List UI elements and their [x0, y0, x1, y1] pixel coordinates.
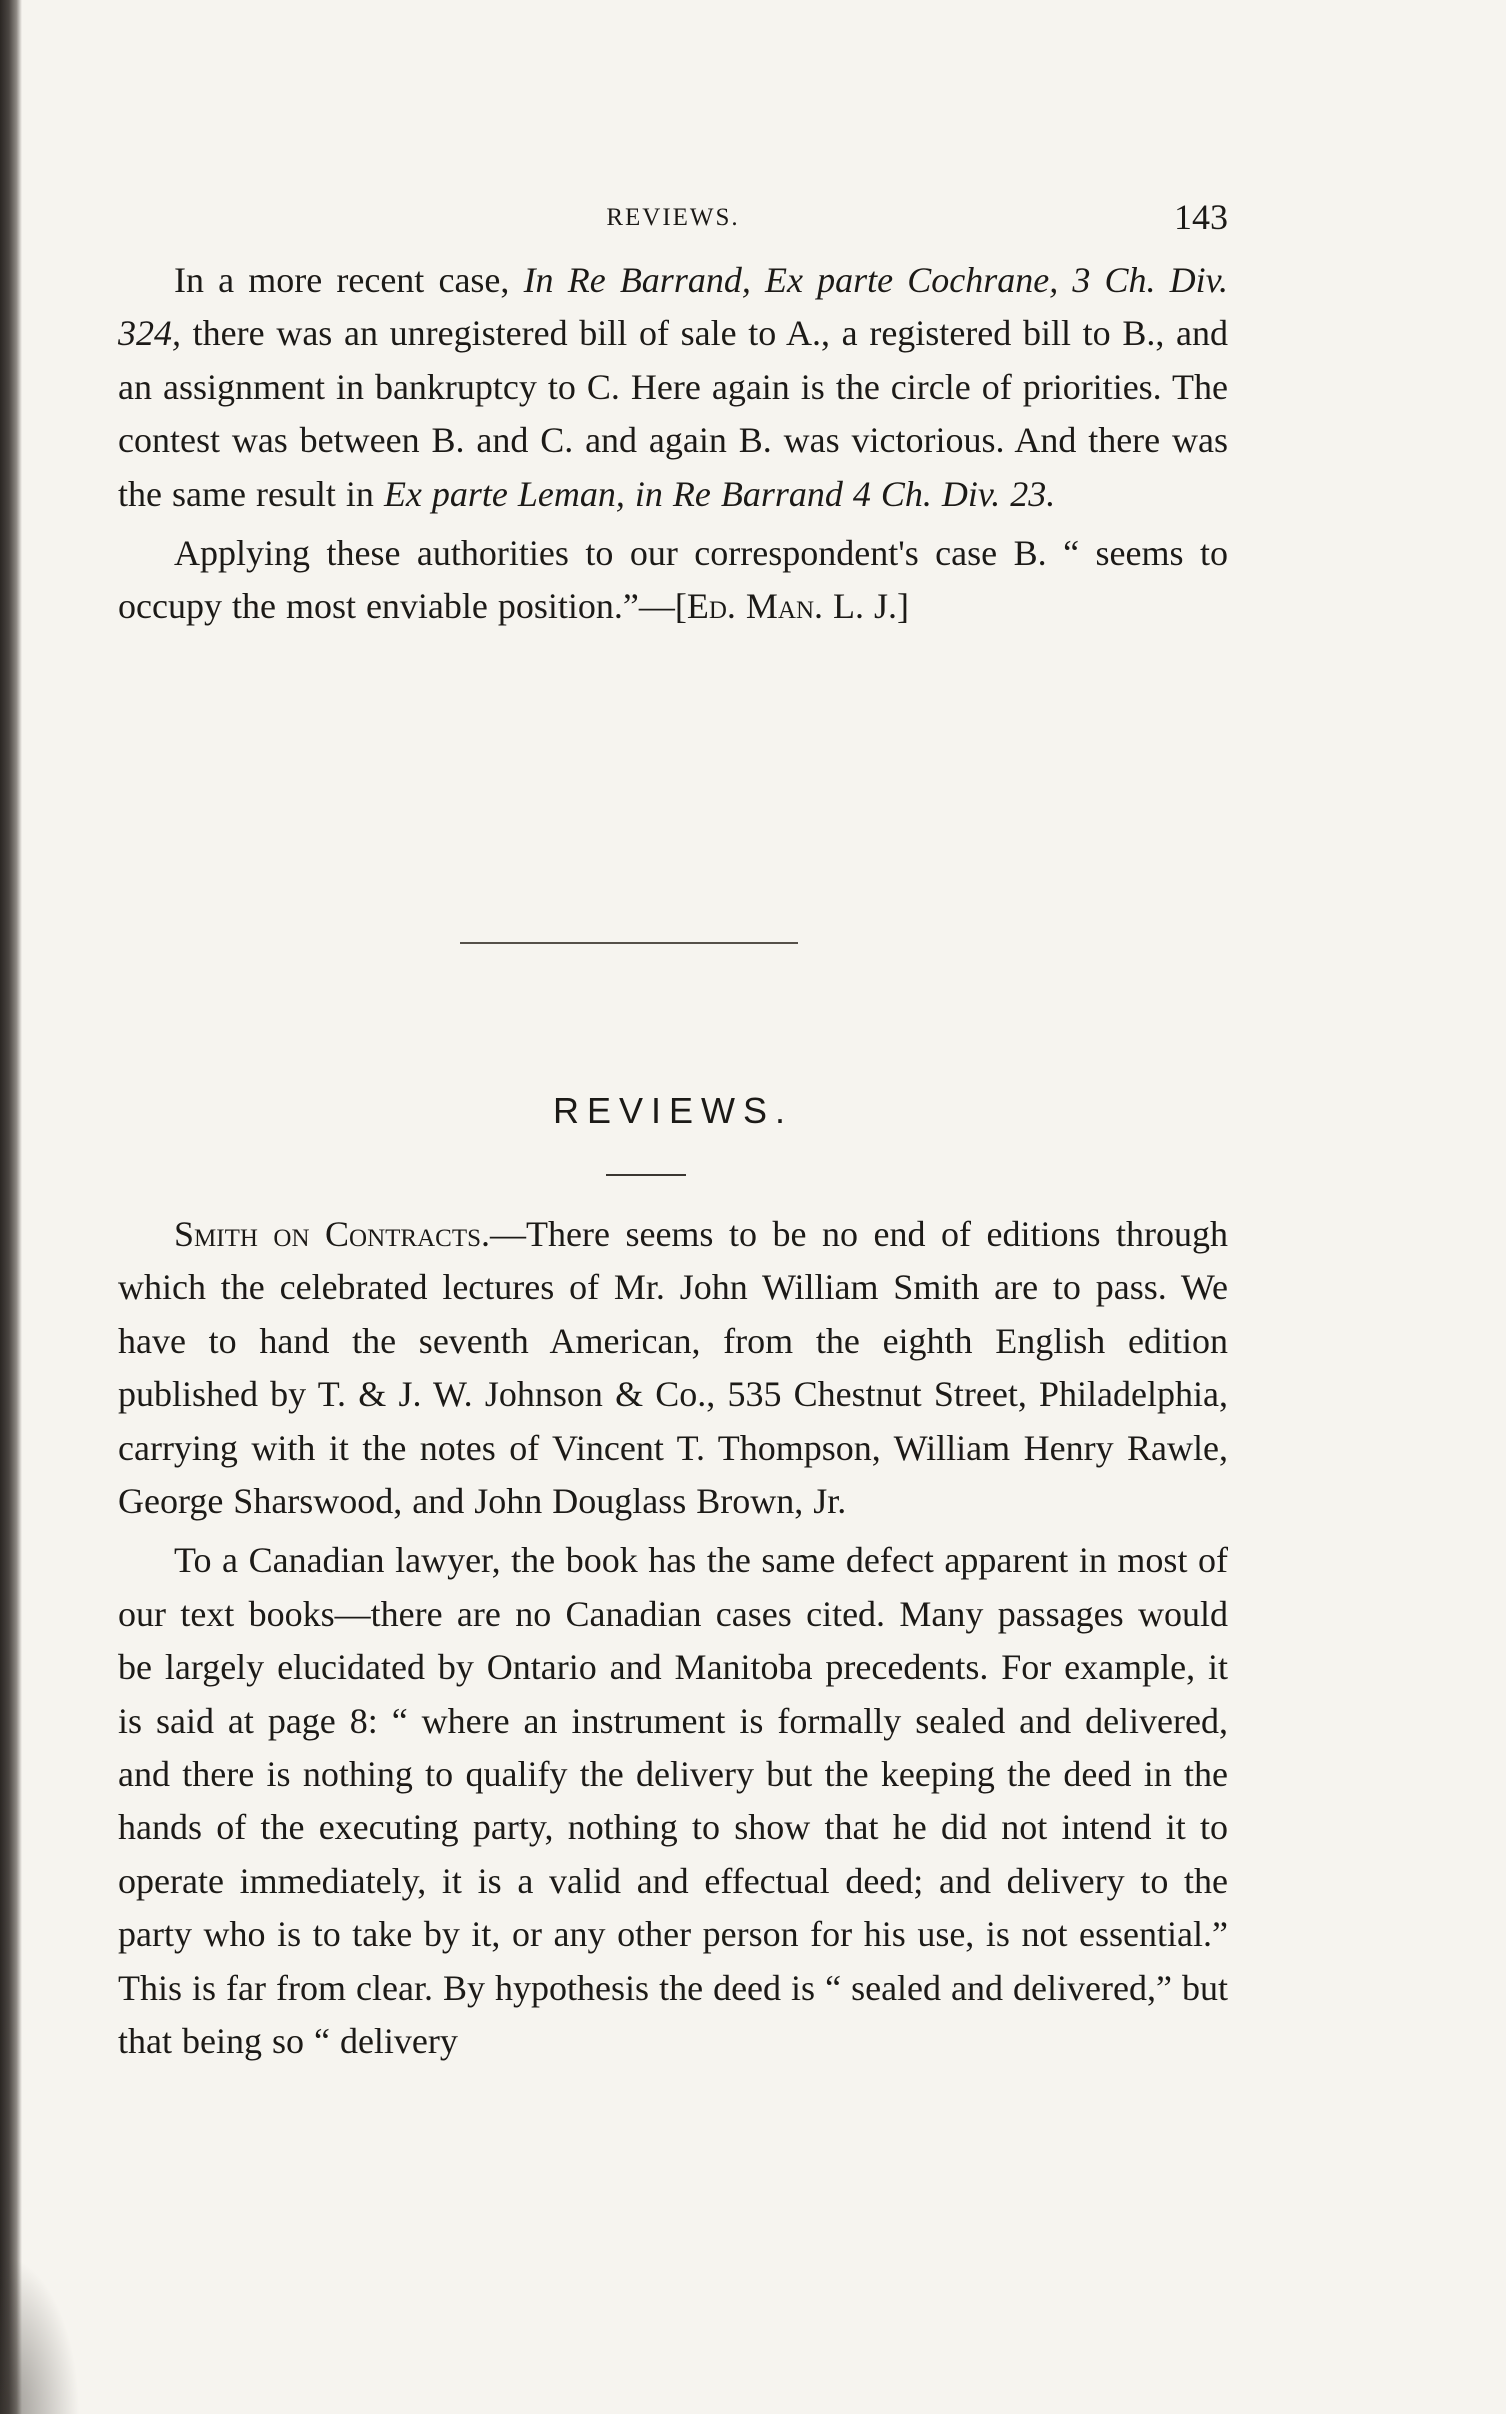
book-page — [118, 0, 1228, 2414]
editorial-paragraph-1 — [118, 254, 1228, 521]
running-head — [118, 196, 1228, 246]
review-title: Smith on Contracts. — [174, 1214, 491, 1254]
running-title: REVIEWS. — [606, 204, 740, 231]
binding-shadow — [0, 2254, 80, 2414]
review-paragraph-2: To a Canadian lawyer, the book has the same defect apparent in most of our text books—there are no Canadian cases cited. Many passages would be largely elucidated by Ontario and Manitoba precedents. For example, it is said at page 8: “ where an instrument is formally sealed and delivered, and there is nothing to qualify the delivery but the keeping the deed in the hands of the executing party, nothing to show that he did not intend it to operate immediately, it is a valid and effectual deed; and delivery to the party who is to take by it, or any other person for his use, is not essential.” This is far from clear. By hypothesis the deed is “ sealed and delivered,” but that being so “ delivery — [118, 1540, 1228, 2062]
paragraph-text: ] — [897, 586, 910, 627]
paragraph-text: there was an unregistered bill of sale to A., a registered bill to B., and an assignment in bankruptcy to C. Here again is the circle of priorities. The contest was between B. and C. and again B. was victorious. And there was the same result in — [118, 313, 1228, 514]
case-citation: Ex parte Leman, in Re Barrand 4 Ch. Div. 23. — [383, 473, 1056, 514]
paragraph-text: In a more recent case, — [174, 260, 524, 300]
page-number: 143 — [1174, 197, 1228, 237]
review-paragraph-1 — [118, 1208, 1228, 1528]
editor-signature: Ed. Man. L. J. — [686, 586, 898, 627]
paragraph-text: —There seems to be no end of editions through which the celebrated lectures of Mr. John William Smith are to pass. We have to hand the seventh American, from the eighth English edition published by T. & J. W. Johnson & Co., 535 Chestnut Street, Philadelphia, carrying with it the notes of Vincent T. Thompson, William Henry Rawle, George Sharswood, and John Douglass Brown, Jr. — [118, 1214, 1228, 1522]
paragraph-text: Applying these authorities to our correspondent's case B. “ seems to occupy the most enviable position.”—[ — [118, 533, 1228, 627]
editorial-note — [118, 254, 1228, 634]
heading-rule — [606, 1174, 686, 1176]
section-divider — [460, 942, 798, 944]
section-heading: REVIEWS. — [552, 1090, 794, 1131]
binding-edge — [0, 0, 22, 2414]
editorial-paragraph-2 — [118, 527, 1228, 634]
case-citation: In Re Barrand, Ex parte Cochrane, 3 Ch. Div. 324, — [118, 260, 1228, 354]
review-body — [118, 1208, 1228, 2069]
